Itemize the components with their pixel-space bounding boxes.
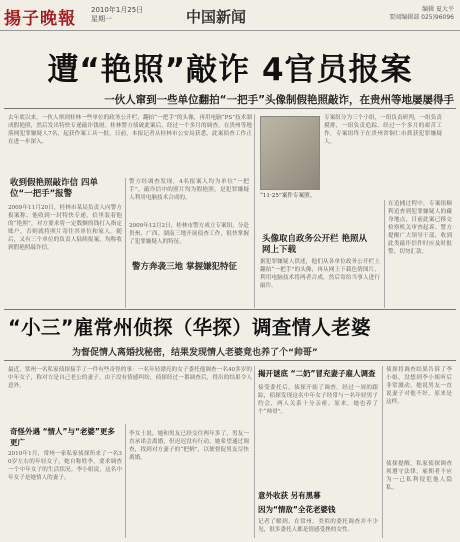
story1-subhead-b: 警方奔袭三地 掌握嫌犯特征 (132, 262, 237, 272)
story1-photo (260, 116, 320, 190)
divider (4, 360, 456, 361)
desk-line: 要闻编辑部 025)96096 (389, 14, 454, 21)
column-rule (382, 366, 383, 538)
divider (4, 108, 456, 109)
story2-box-b: 揭开谜底 “二奶”冒充妻子雇人调查 (258, 369, 376, 378)
story1-lead: 去年底以来，一伙人窜到桂林一些单位的政务公开栏，翻拍“一把手”的头像，再用电脑“PS”技术制成假艳照，然后发出特快专递敲诈钱财。桂林警方侦破此案后，经过一个多月的调查，在贵州等地落网犯罪嫌疑人7名，起获作案工具一批。日前，本报记者从桂林市公安局获悉，此案侦查工作正在进一步深入。 (8, 115, 252, 145)
story2-box-d: 因为“情敌”全花老婆钱 (258, 505, 336, 514)
divider (4, 309, 456, 310)
story1-col-d: 专案组分为三个小组，一组负责研判，一组负责摸排，一组负责追踪。经过一个多月的艰苦工作，专案组终于在贵州省铜仁市抓获犯罪嫌疑人。 (324, 115, 442, 145)
editor-credits (389, 6, 454, 22)
column-rule (125, 424, 126, 538)
story1-col-f: 在追捕过程中，专案组顺利追查到犯罪嫌疑人的藏身地点，目前此案已移交检察机关审查起诉。警方提醒广大领导干部，收到此类敲诈信件时应及时报警，切勿汇款。 (388, 201, 452, 255)
story1-col-b: 警方经调查发现，4名报案人均为单位“一把手”，敲诈信中的照片均为假艳照，是犯罪嫌疑人利用电脑技术合成的。 (129, 179, 249, 201)
story1-subhead-c: 头像取自政务公开栏 艳照从网上下载 (262, 234, 367, 255)
story2-col-l: 记者了解到，在常州，类似的委托调查并不少见，很多委托人都是情感受挫的女性。 (258, 519, 378, 533)
photo-caption: “11·25”案件专案照。 (260, 193, 316, 199)
story2-col-j: 侦探将调查结果告诉了李小姐，没想到李小姐听后非常激动，她说男友一直说妻子对他不好，原来是这样。 (386, 367, 452, 405)
story2-col-h: 李女士说，她和男友已经交往两年多了，男友一直承诺会离婚，但迟迟没有行动。她希望通过调查，找到对方妻子的“把柄”，以便督促男友尽快离婚。 (129, 431, 249, 461)
story2-col-g: 2010年1月，常州一家私家侦探所来了一名30岁左右的年轻女子，她自称姓李，要求调查一个中年女子的生活状况。李小姐说，这名中年女子是她情人的妻子。 (8, 451, 122, 481)
story1-subhead: 一伙人窜到一些单位翻拍“一把手”头像制假艳照敲诈，在贵州等地屡屡得手 (104, 94, 454, 106)
story1-headline: 遭“艳照”敲诈 4官员报案 (47, 52, 413, 88)
story2-headline: “小三”雇常州侦探（华探）调查情人老婆 (8, 316, 371, 339)
story2-col-k: 侦探提醒，私家侦探调查须遵守法律，雇佣者不应为一己私利侵犯他人隐私。 (386, 461, 452, 491)
column-rule (125, 178, 126, 308)
story2-box-c: 意外收获 另有黑幕 (258, 491, 321, 500)
issue-date (91, 6, 143, 24)
story2-box-a: 奇怪外遇 “情人”与“老婆”更多更广 (10, 427, 115, 447)
story1-col-c: 2009年12月2日，桂林市警方成立专案组，分赴贵州、广西、湖南三地开展侦查工作，很快掌握了犯罪嫌疑人的特征。 (129, 223, 249, 245)
column-rule (384, 200, 385, 308)
column-rule (254, 366, 255, 538)
story1-subhead-a: 收到假艳照敲诈信 四单位“一把手”报警 (10, 178, 98, 199)
section-title: 中国新闻 (186, 8, 247, 26)
story1-col-e: 据犯罪嫌疑人供述，他们从各单位政务公开栏上翻拍“一把手”的头像，再从网上下载色情图片，利用电脑技术将两者合成，然后寄给当事人进行敲诈。 (260, 259, 380, 289)
editor-line: 编辑 夏大平 (422, 6, 454, 13)
date-line: 2010年1月25日 (91, 6, 144, 14)
weekday-line: 星期一 (91, 15, 112, 23)
story2-subhead: 为督促情人离婚找秘密，结果发现情人老婆竟也养了个“帅哥” (72, 348, 318, 358)
newspaper-logo: 揚子晚報 (4, 9, 76, 29)
story2-col-i: 接受委托后，侦探开始了调查。经过一周的跟踪，侦探发现这名中年女子经常与一名年轻男子约会，两人关系十分亲密。原来，她也养了个“帅哥”。 (258, 385, 378, 415)
story2-lead: 最近，常州一名私家侦探接手了一件有些奇怪的事：一名年轻漂亮的女子委托他调查一名40多岁的中年女子，称对方是自己老公的妻子。由于没有情感纠纷，侦探经过一番调查后，得出的结果令人意外。 (8, 367, 252, 389)
column-rule (254, 114, 255, 308)
story1-col-a: 2009年11月20日，桂林市某局负责人向警方报案称，他收到一封特快专递，信里装着他的“艳照”，对方要求将一定数额的钱打入指定账户，否则就将照片寄往其单位和家人。随后，又有三个单位的负责人陆续报案，均称收到假艳照敲诈信。 (8, 205, 122, 251)
masthead (0, 0, 460, 31)
